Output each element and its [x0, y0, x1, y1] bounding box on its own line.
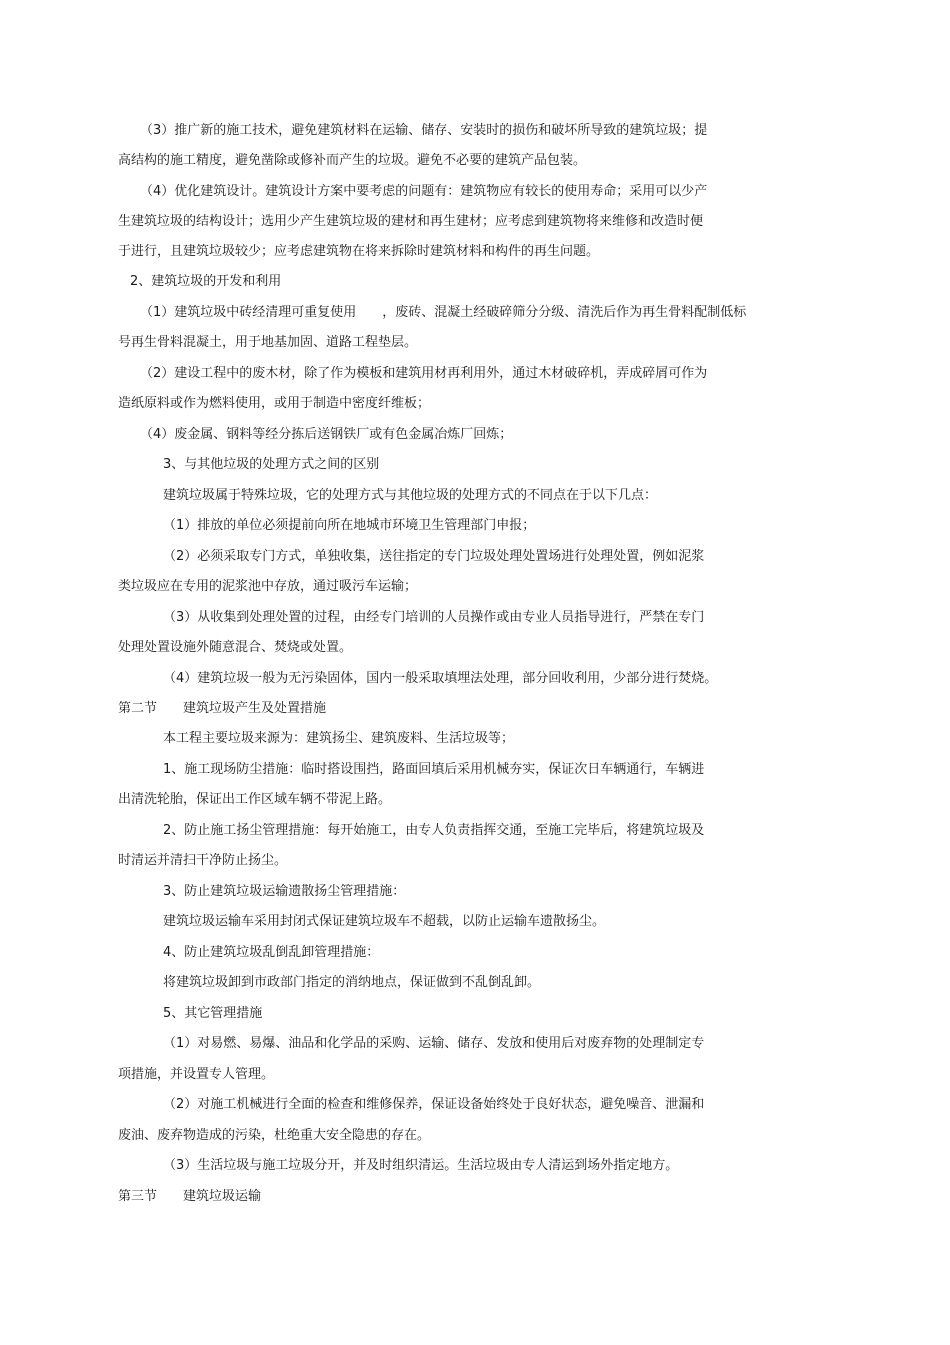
- paragraph-line: （4）建筑垃圾一般为无污染固体，国内一般采取填埋法处理，部分回收利用，少部分进行焚烧。: [163, 671, 718, 686]
- chapter-heading: 第三节 建筑垃圾运输: [118, 1189, 262, 1204]
- paragraph-line: （1）建筑垃圾中砖经清理可重复使用 ，废砖、混凝土经破碎筛分分级、清洗后作为再生骨料配制低标: [140, 305, 747, 320]
- paragraph-line: 类垃圾应在专用的泥浆池中存放，通过吸污车运输；: [118, 579, 418, 594]
- paragraph-line: 4、防止建筑垃圾乱倒乱卸管理措施：: [163, 945, 380, 960]
- paragraph-line: 处理处置设施外随意混合、焚烧或处置。: [118, 640, 353, 655]
- chapter-heading: 第二节 建筑垃圾产生及处置措施: [118, 701, 327, 716]
- paragraph-line: 废油、废弃物造成的污染，杜绝重大安全隐患的存在。: [118, 1128, 431, 1143]
- paragraph-line: （1）对易燃、易爆、油品和化学品的采购、运输、储存、发放和使用后对废弃物的处理制定专: [163, 1036, 705, 1051]
- paragraph-line: 高结构的施工精度，避免凿除或修补而产生的垃圾。避免不必要的建筑产品包装。: [118, 153, 587, 168]
- paragraph-line: （2）建设工程中的废木材，除了作为模板和建筑用材再利用外，通过木材破碎机，弄成碎屑可作为: [140, 366, 708, 381]
- paragraph-line: 生建筑垃圾的结构设计；选用少产生建筑垃圾的建材和再生建材；应考虑到建筑物将来维修和改造时便: [118, 214, 704, 229]
- paragraph-line: 2、防止施工扬尘管理措施：每开始施工，由专人负责指挥交通，至施工完毕后，将建筑垃圾及: [163, 823, 705, 838]
- section-heading: 2、建筑垃圾的开发和利用: [130, 274, 282, 289]
- paragraph-line: 时清运并清扫干净防止扬尘。: [118, 853, 288, 868]
- paragraph-line: （4）优化建筑设计。建筑设计方案中要考虑的问题有：建筑物应有较长的使用寿命；采用可以少产: [140, 184, 708, 199]
- paragraph-line: （2）必须采取专门方式，单独收集，送往指定的专门垃圾处理处置场进行处理处置，例如泥浆: [163, 549, 705, 564]
- paragraph-line: （3）生活垃圾与施工垃圾分开，并及时组织清运。生活垃圾由专人清运到场外指定地方。: [163, 1158, 679, 1173]
- paragraph-line: 5、其它管理措施: [163, 1006, 263, 1021]
- paragraph-line: （3）从收集到处理处置的过程，由经专门培训的人员操作或由专业人员指导进行，严禁在专门: [163, 610, 705, 625]
- paragraph-line: 建筑垃圾属于特殊垃圾，它的处理方式与其他垃圾的处理方式的不同点在于以下几点：: [163, 488, 658, 503]
- paragraph-line: （1）排放的单位必须提前向所在地城市环境卫生管理部门申报；: [163, 518, 536, 533]
- paragraph-line: 出清洗轮胎，保证出工作区域车辆不带泥上路。: [118, 792, 392, 807]
- paragraph-line: 项措施，并设置专人管理。: [118, 1067, 275, 1082]
- section-heading: 3、与其他垃圾的处理方式之间的区别: [163, 457, 380, 472]
- paragraph-line: 号再生骨料混凝土，用于地基加固、道路工程垫层。: [118, 335, 418, 350]
- paragraph-line: 造纸原料或作为燃料使用，或用于制造中密度纤维板；: [118, 396, 431, 411]
- paragraph-line: （3）推广新的施工技术，避免建筑材料在运输、储存、安装时的损伤和破坏所导致的建筑垃圾；提: [140, 123, 708, 138]
- paragraph-line: 于进行，且建筑垃圾较少；应考虑建筑物在将来拆除时建筑材料和构件的再生问题。: [118, 244, 600, 259]
- paragraph-line: 1、施工现场防尘措施：临时搭设围挡，路面回填后采用机械夯实，保证次日车辆通行，车辆进: [163, 762, 705, 777]
- paragraph-line: 建筑垃圾运输车采用封闭式保证建筑垃圾车不超载，以防止运输车遗散扬尘。: [163, 914, 606, 929]
- paragraph-line: 将建筑垃圾卸到市政部门指定的消纳地点，保证做到不乱倒乱卸。: [163, 975, 541, 990]
- paragraph-line: （2）对施工机械进行全面的检查和维修保养，保证设备始终处于良好状态，避免噪音、泄漏和: [163, 1097, 705, 1112]
- paragraph-line: 3、防止建筑垃圾运输遗散扬尘管理措施：: [163, 884, 406, 899]
- paragraph-line: 本工程主要垃圾来源为：建筑扬尘、建筑废料、生活垃圾等；: [163, 731, 515, 746]
- paragraph-line: （4）废金属、钢料等经分拣后送钢铁厂或有色金属冶炼厂回炼；: [140, 427, 513, 442]
